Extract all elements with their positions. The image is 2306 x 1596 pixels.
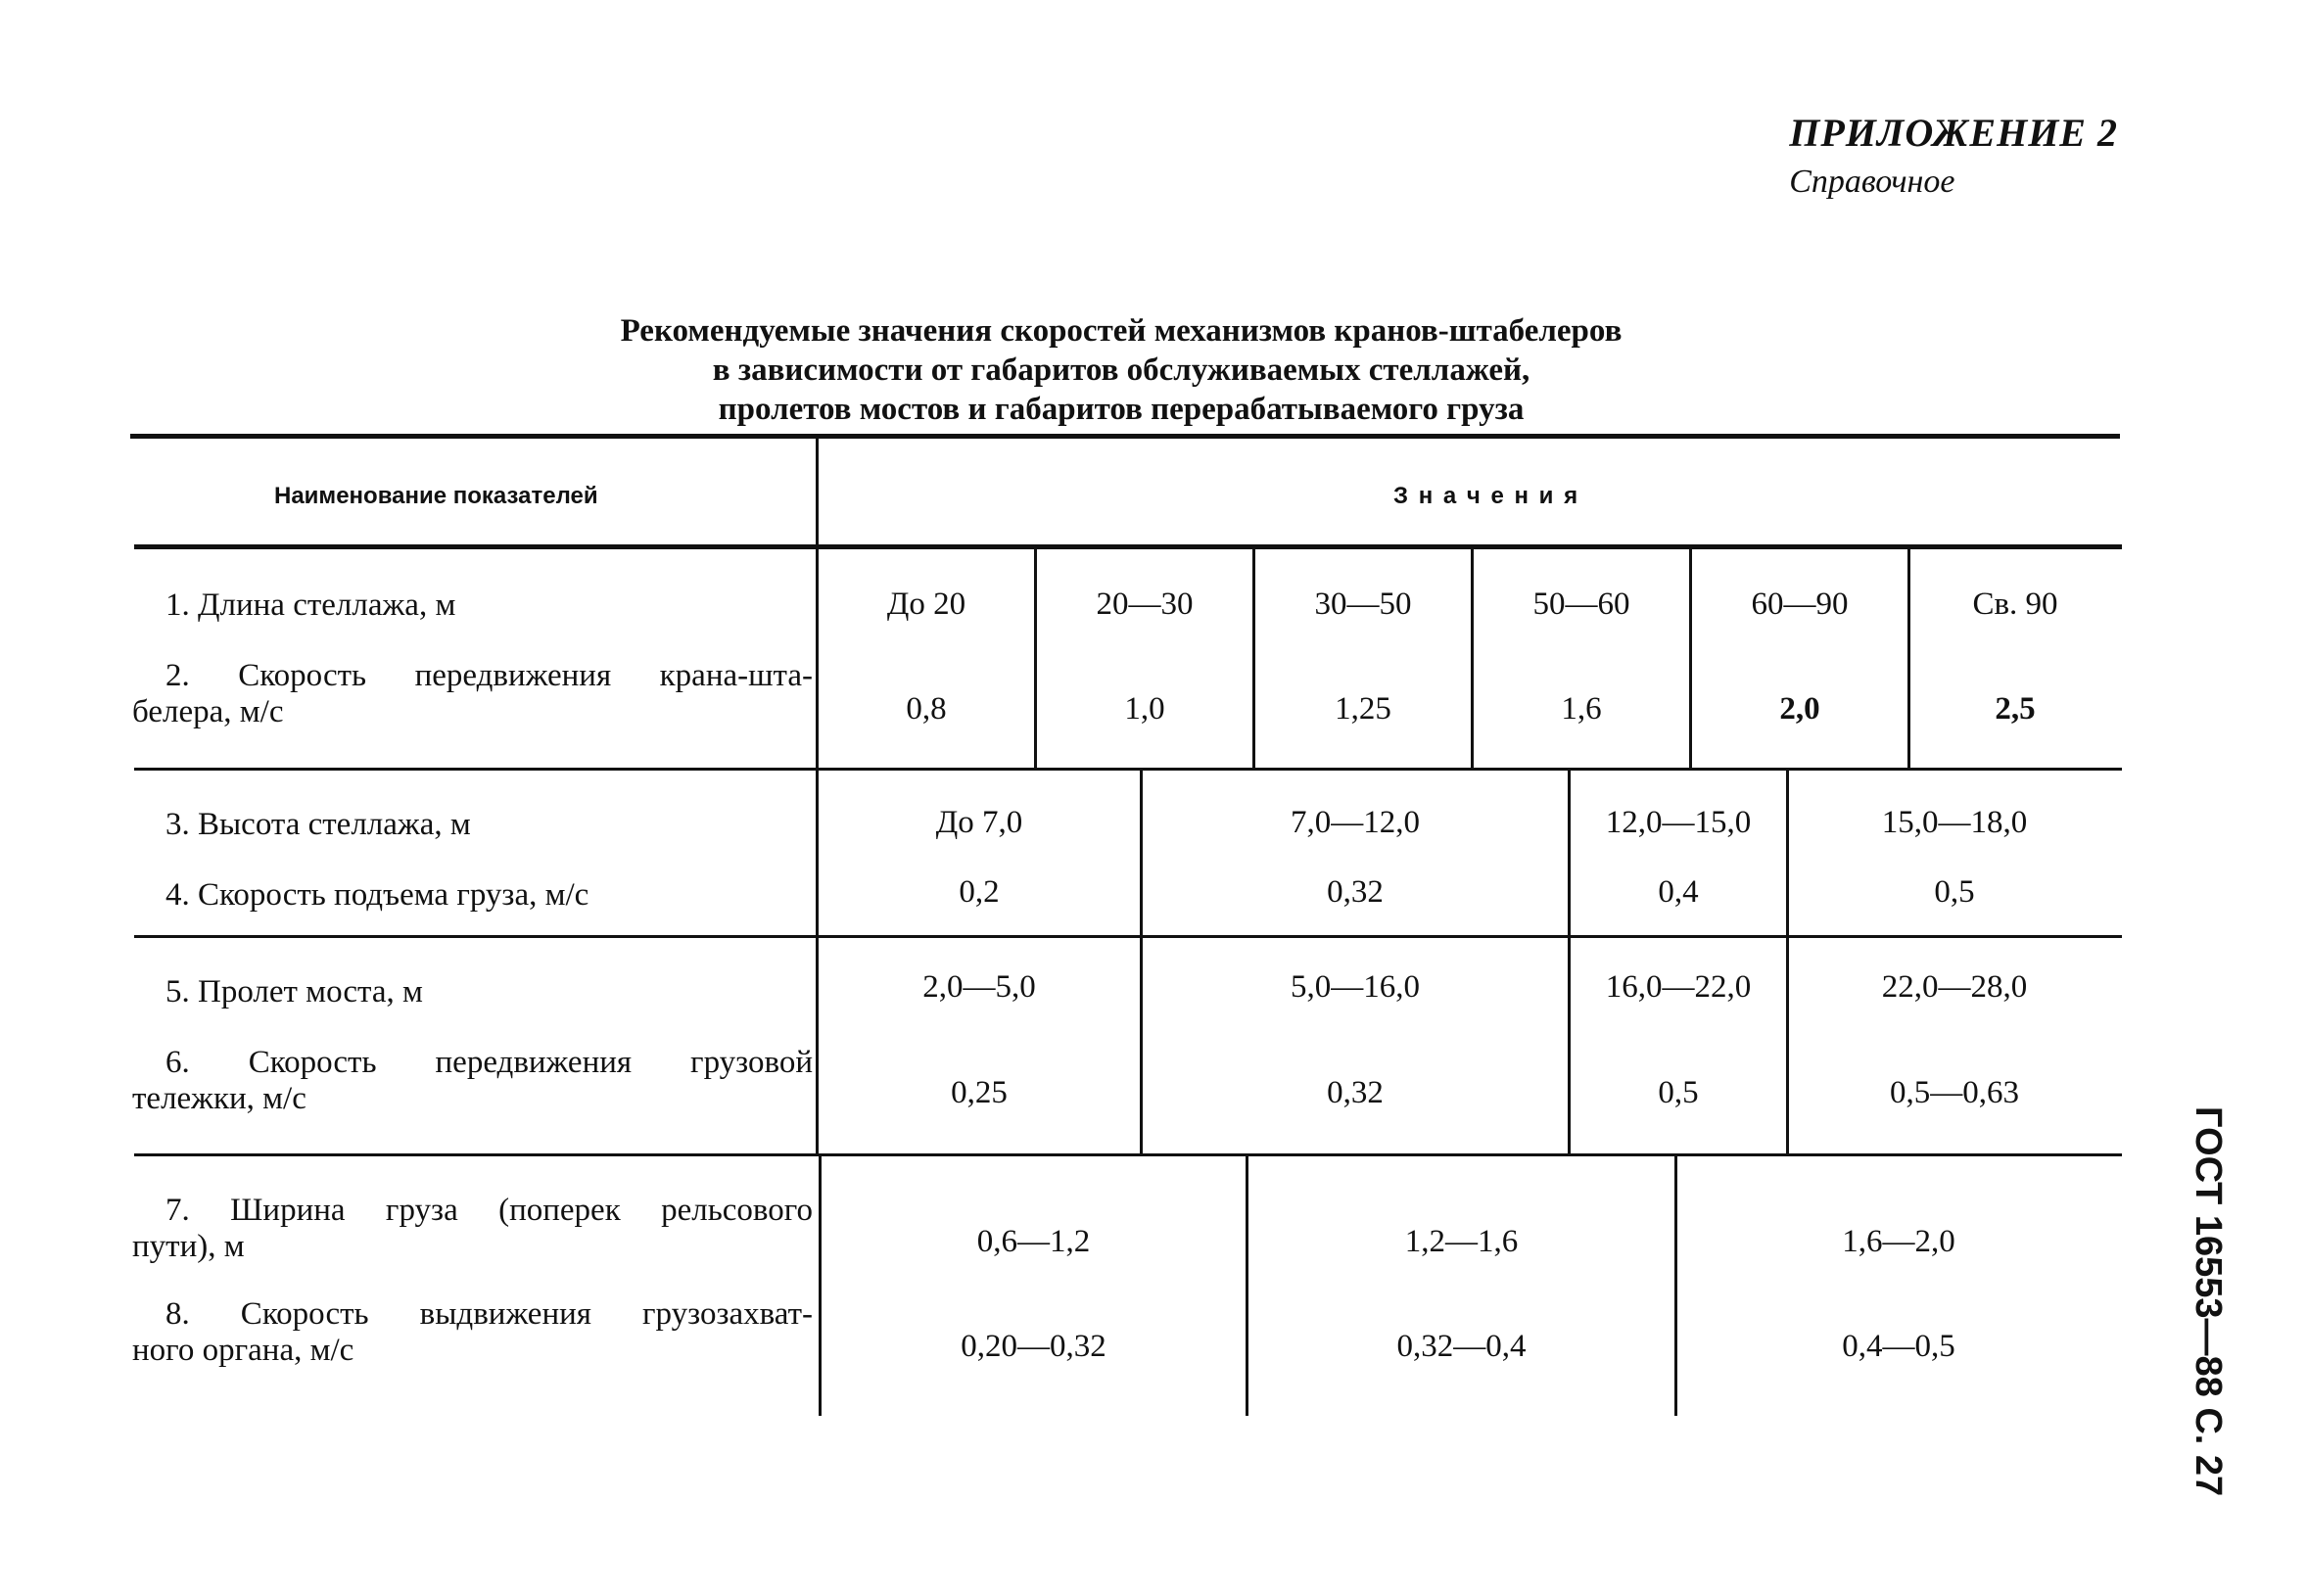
trolley-speed-cell: 0,25	[951, 1075, 1008, 1110]
group1-divider	[1034, 549, 1037, 768]
group1-divider	[1471, 549, 1474, 768]
height-cell: 15,0—18,0	[1881, 805, 2028, 840]
header-bottom-rule	[134, 544, 2122, 549]
length-cell: Св. 90	[1972, 587, 2058, 622]
group1-divider	[1689, 549, 1692, 768]
label-column-divider	[816, 549, 819, 768]
header-name-column: Наименование показателей	[274, 483, 598, 509]
header-values-column: З н а ч е н и я	[1393, 483, 1580, 509]
row-label-3: 3. Высота стеллажа, м	[165, 807, 471, 842]
appendix-type: Справочное	[1789, 164, 1955, 200]
extension-speed-cell: 0,32—0,4	[1396, 1329, 1527, 1364]
group4-divider	[1674, 1156, 1677, 1416]
document-code-text: ГОСТ 16553—88 С. 27	[2188, 1106, 2229, 1497]
length-cell: 30—50	[1314, 587, 1412, 622]
span-cell: 16,0—22,0	[1605, 969, 1752, 1005]
trolley-speed-cell: 0,32	[1327, 1075, 1384, 1110]
group4-divider	[1246, 1156, 1248, 1416]
group1-divider	[1907, 549, 1910, 768]
crane-speed-cell: 1,0	[1124, 691, 1165, 727]
load-width-cell: 1,2—1,6	[1404, 1224, 1519, 1259]
table-title	[490, 311, 1753, 429]
lift-speed-cell: 0,32	[1327, 874, 1384, 910]
appendix-number: ПРИЛОЖЕНИЕ 2	[1789, 111, 2118, 155]
crane-speed-cell: 1,6	[1561, 691, 1602, 727]
document-code	[2182, 1106, 2240, 1498]
group3-bottom-rule	[134, 1153, 2122, 1156]
trolley-speed-cell: 0,5—0,63	[1890, 1075, 2019, 1110]
load-width-cell: 1,6—2,0	[1842, 1224, 1955, 1259]
lift-speed-cell: 0,4	[1658, 874, 1699, 910]
lift-speed-cell: 0,2	[959, 874, 1000, 910]
height-cell: 12,0—15,0	[1605, 805, 1752, 840]
row-label-7: 7. Ширина груза (поперек рельсового пути), м	[132, 1193, 813, 1264]
crane-speed-cell: 1,25	[1335, 691, 1391, 727]
row-label-4: 4. Скорость подъема груза, м/с	[165, 877, 589, 913]
extension-speed-cell: 0,20—0,32	[961, 1329, 1106, 1364]
length-cell: 50—60	[1532, 587, 1630, 622]
label-column-divider	[816, 439, 819, 546]
height-cell: 7,0—12,0	[1291, 805, 1420, 840]
height-cell: До 7,0	[935, 805, 1023, 840]
load-width-cell: 0,6—1,2	[976, 1224, 1091, 1259]
group1-bottom-rule	[134, 768, 2122, 771]
title-line-2: в зависимости от габаритов обслуживаемых стеллажей,	[712, 352, 1530, 388]
span-cell: 5,0—16,0	[1291, 969, 1420, 1005]
group1-divider	[1252, 549, 1255, 768]
extension-speed-cell: 0,4—0,5	[1842, 1329, 1955, 1364]
lift-speed-cell: 0,5	[1934, 874, 1975, 910]
row-label-2: 2. Скорость передвижения крана-шта- белера, м/с	[132, 658, 813, 729]
crane-speed-cell: 2,5	[1995, 691, 2036, 727]
row-label-8: 8. Скорость выдвижения грузозахват- ного органа, м/с	[132, 1296, 813, 1368]
label-column-divider	[819, 1156, 822, 1416]
table-top-rule	[130, 434, 2120, 439]
crane-speed-cell: 2,0	[1779, 691, 1820, 727]
crane-speed-cell: 0,8	[906, 691, 947, 727]
span-cell: 2,0—5,0	[922, 969, 1036, 1005]
title-line-3: пролетов мостов и габаритов перерабатываемого груза	[718, 392, 1525, 427]
row-label-1: 1. Длина стеллажа, м	[165, 587, 456, 623]
row-label-5: 5. Пролет моста, м	[165, 974, 423, 1009]
title-line-1: Рекомендуемые значения скоростей механизмов кранов-штабелеров	[620, 313, 1623, 349]
length-cell: До 20	[886, 587, 966, 622]
length-cell: 20—30	[1096, 587, 1194, 622]
group2-bottom-rule	[134, 935, 2122, 938]
row-label-6: 6. Скорость передвижения грузовой тележки, м/с	[132, 1045, 813, 1116]
span-cell: 22,0—28,0	[1881, 969, 2028, 1005]
trolley-speed-cell: 0,5	[1658, 1075, 1699, 1110]
appendix-heading	[1789, 110, 2118, 201]
length-cell: 60—90	[1751, 587, 1849, 622]
